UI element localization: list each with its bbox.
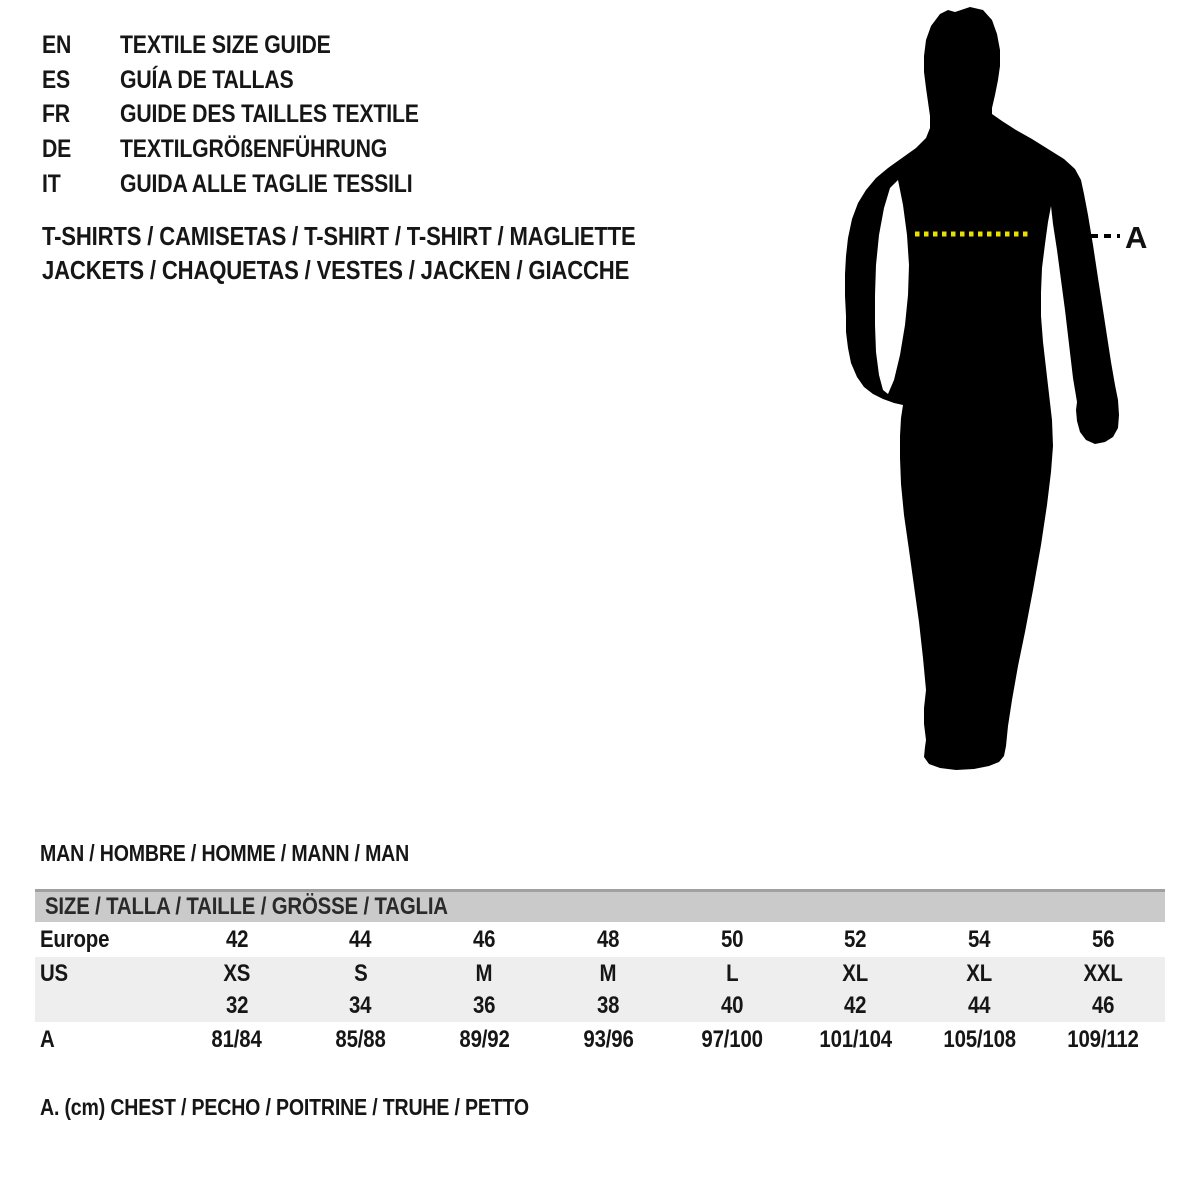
table-row-us [35,957,1165,990]
size-value: 52 [844,925,867,953]
size-value: 97/100 [701,1026,763,1053]
language-title: GUIDE DES TAILLES TEXTILE [120,100,419,129]
size-value: 42 [225,925,249,953]
size-value: M [475,959,493,987]
size-value: XXL [1083,959,1123,987]
size-value: 101/104 [819,1026,892,1053]
size-value: 85/88 [335,1026,386,1053]
section-title: MAN / HOMBRE / HOMME / MANN / MAN [40,840,410,866]
row-label: Europe [40,925,110,953]
size-value: M [599,959,617,987]
language-title: TEXTILE SIZE GUIDE [120,30,331,59]
size-value: 46 [1091,992,1115,1019]
language-code: EN [42,30,72,59]
size-value: 56 [1091,925,1115,953]
size-value: 44 [349,925,372,953]
table-row-europe [35,922,1165,957]
man-silhouette-figure [820,0,1200,800]
size-value: 54 [968,925,991,953]
table-row-numeric [35,990,1165,1022]
language-row-fr [42,97,472,132]
language-row-it [42,167,472,202]
table-row-chest-a [35,1022,1165,1058]
size-value: S [353,959,368,987]
language-title: TEXTILGRÖßENFÜHRUNG [120,134,388,163]
size-value: 40 [720,992,744,1019]
measurement-label-a: A [1125,220,1148,255]
language-row-de [42,132,472,167]
size-value: 42 [844,992,867,1019]
language-code: ES [42,65,71,94]
language-row-en [42,28,472,63]
product-types [42,219,740,287]
language-guide-list [42,28,472,201]
size-value: 34 [349,992,372,1019]
size-value: 46 [473,925,496,953]
measurement-footnote: A. (cm) CHEST / PECHO / POITRINE / TRUHE / PETTO [40,1094,529,1120]
size-value: 36 [473,992,496,1019]
size-value: 81/84 [211,1026,262,1053]
size-value: 48 [596,925,620,953]
size-value: 44 [968,992,991,1019]
size-value: 50 [720,925,744,953]
size-value: 89/92 [459,1026,510,1053]
size-value: XL [966,959,993,987]
language-row-es [42,63,472,98]
language-title: GUIDA ALLE TAGLIE TESSILI [120,169,413,198]
product-type-line-jackets: JACKETS / CHAQUETAS / VESTES / JACKEN / GIACCHE [42,254,630,285]
size-value: XS [223,959,251,987]
size-value: 105/108 [943,1026,1016,1053]
size-value: 109/112 [1067,1026,1139,1053]
size-value: 32 [225,992,249,1019]
size-value: 93/96 [583,1026,634,1053]
row-label: US [40,959,69,987]
size-table [35,889,1165,1058]
size-table-header: SIZE / TALLA / TAILLE / GRÖSSE / TAGLIA [35,889,1165,922]
size-value: XL [842,959,869,987]
language-code: IT [42,169,61,198]
product-type-line-tshirts: T-SHIRTS / CAMISETAS / T-SHIRT / T-SHIRT / MAGLIETTE [42,220,636,251]
size-value: 38 [596,992,620,1019]
size-value: L [725,959,739,987]
row-label: A [40,1026,55,1053]
language-code: FR [42,100,70,129]
language-code: DE [42,134,72,163]
language-title: GUÍA DE TALLAS [120,65,294,94]
